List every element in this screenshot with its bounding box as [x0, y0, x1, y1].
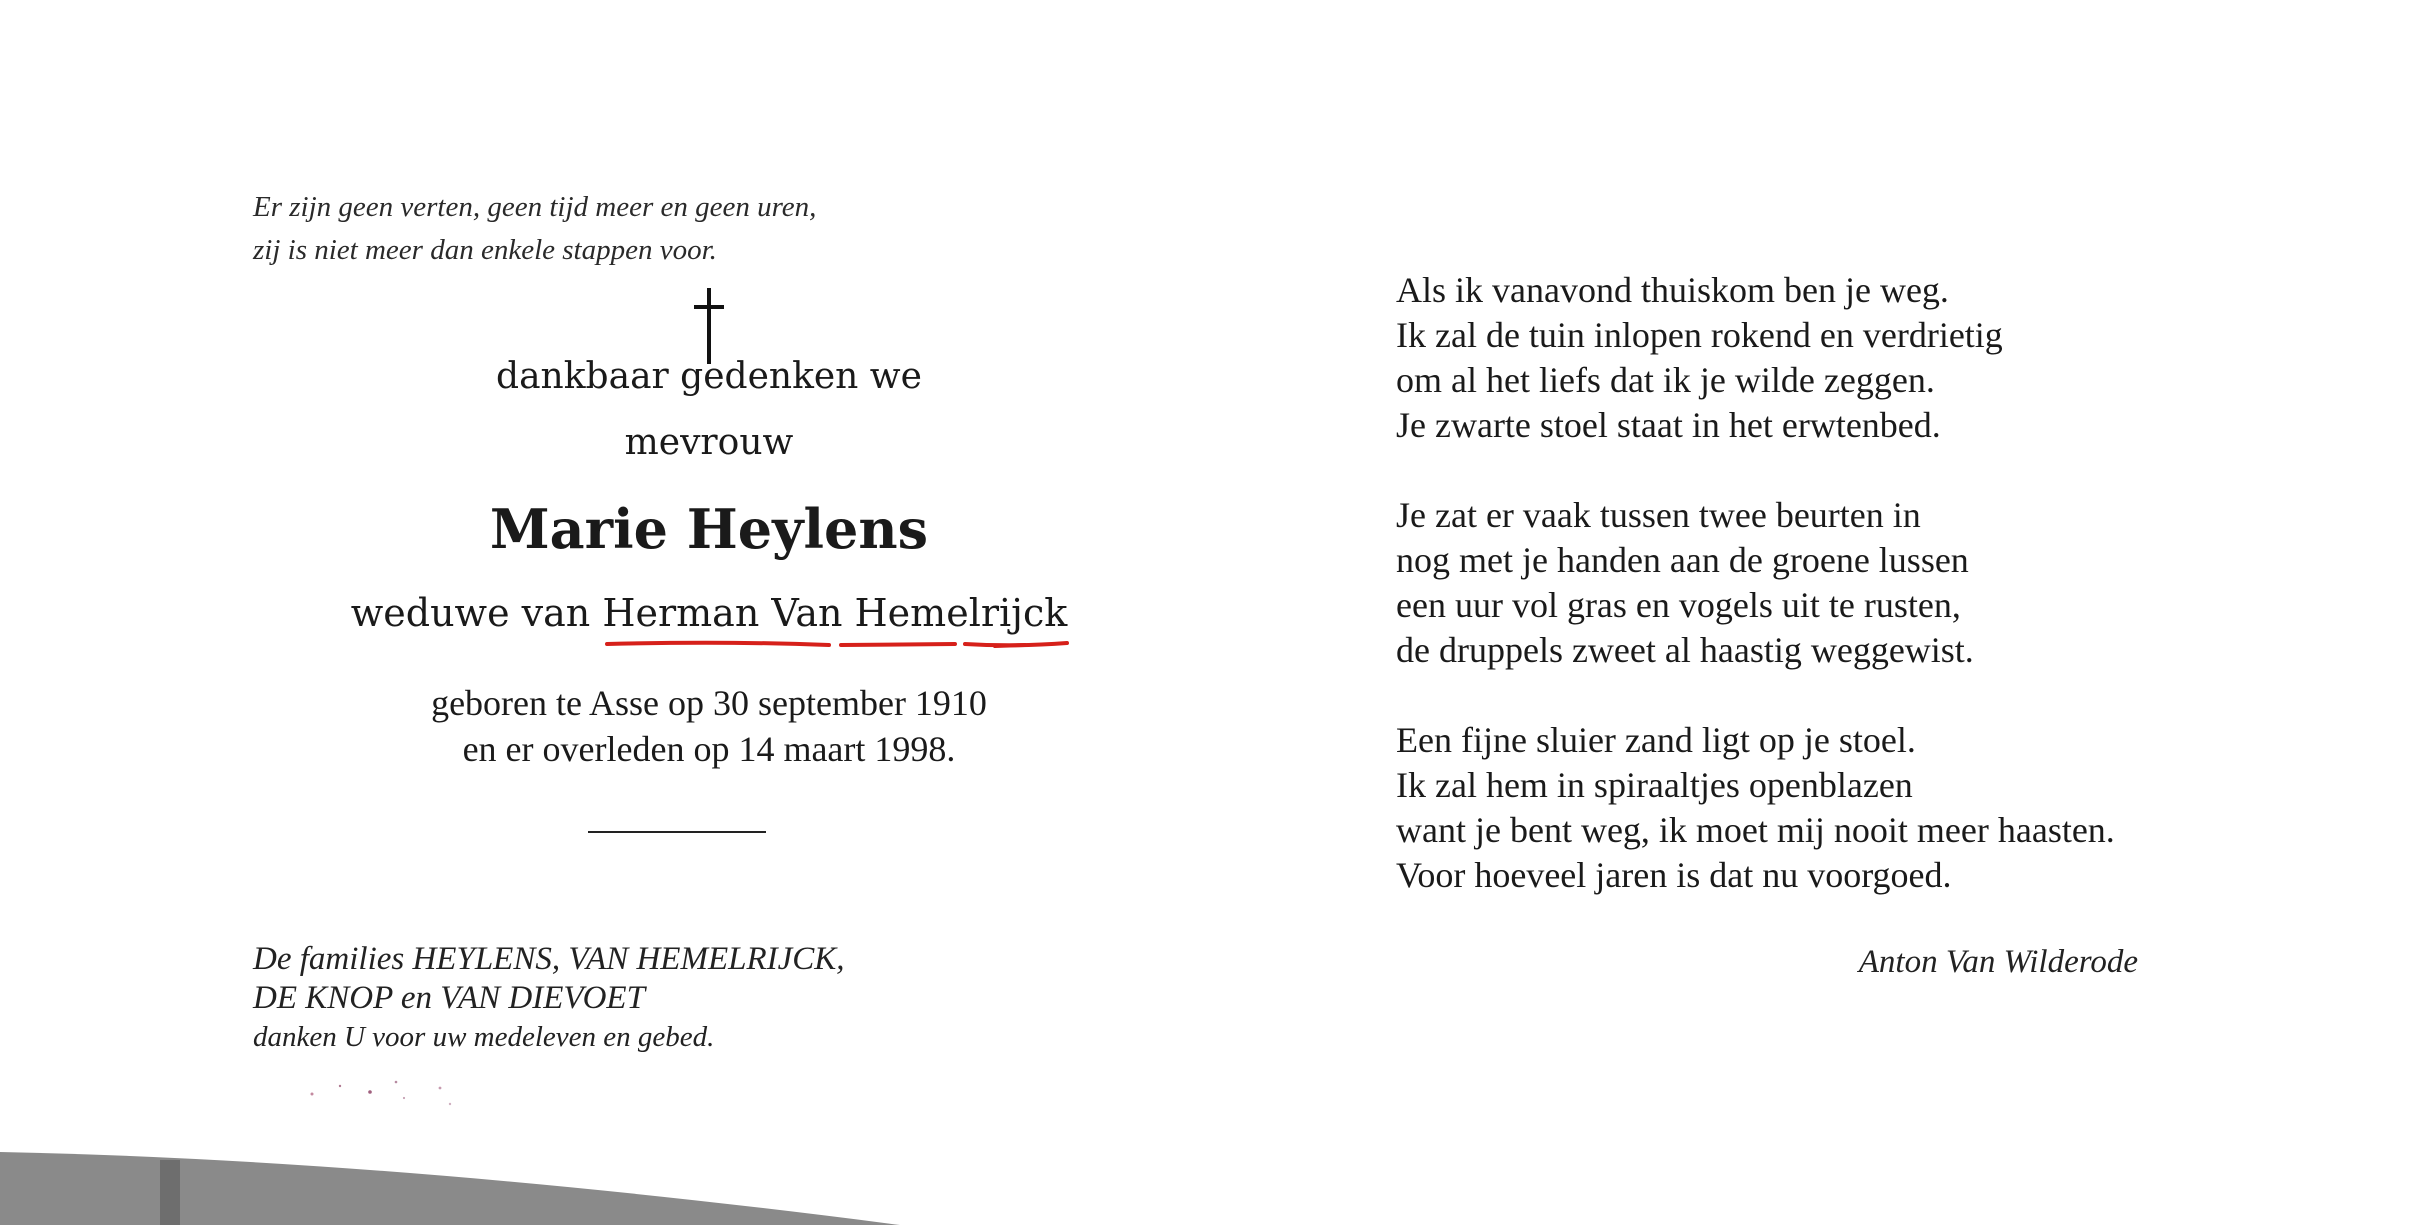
- birth-line: geboren te Asse op 30 september 1910: [431, 683, 987, 723]
- death-line: en er overleden op 14 maart 1998.: [462, 729, 956, 769]
- red-underline-marks: [605, 636, 1070, 654]
- scan-edge: [0, 1140, 2416, 1225]
- life-dates: [300, 680, 1118, 772]
- families-line: De families HEYLENS, VAN HEMELRIJCK,: [253, 941, 845, 977]
- poem-line: Een fijne sluier zand ligt op je stoel.: [1396, 720, 1916, 760]
- widow-line: [300, 587, 1118, 639]
- poem-line: Ik zal hem in spiraaltjes openblazen: [1396, 765, 1913, 805]
- poem-stanza: [1396, 493, 2115, 673]
- divider: [588, 831, 766, 833]
- poem-line: want je bent weg, ik moet mij nooit meer haasten.: [1396, 810, 2115, 850]
- poem-line: de druppels zweet al haastig weggewist.: [1396, 630, 1974, 670]
- poem-line: nog met je handen aan de groene lussen: [1396, 540, 1969, 580]
- deceased-name: Marie Heylens: [489, 497, 929, 561]
- poem-stanza: [1396, 268, 2115, 448]
- epigraph: [253, 186, 816, 272]
- poem-stanza: [1396, 718, 2115, 898]
- poem-line: Je zwarte stoel staat in het erwtenbed.: [1396, 405, 1941, 445]
- poem-line: Als ik vanavond thuiskom ben je weg.: [1396, 270, 1949, 310]
- title-word: mevrouw: [624, 422, 794, 463]
- ink-specks: [300, 1064, 480, 1110]
- families-line: DE KNOP en VAN DIEVOET: [253, 980, 645, 1016]
- intro-line: dankbaar gedenken we: [496, 356, 922, 397]
- poem-line: Je zat er vaak tussen twee beurten in: [1396, 495, 1921, 535]
- families-block: [253, 940, 845, 1057]
- poem-line: om al het liefs dat ik je wilde zeggen.: [1396, 360, 1935, 400]
- spouse-name: Herman Van Hemelrijck: [602, 591, 1068, 635]
- poem: [1396, 268, 2115, 898]
- poem-author: Anton Van Wilderode: [1858, 944, 2138, 980]
- poem-line: Ik zal de tuin inlopen rokend en verdrietig: [1396, 315, 2003, 355]
- poem-line: een uur vol gras en vogels uit te rusten,: [1396, 585, 1961, 625]
- epigraph-line: zij is niet meer dan enkele stappen voor.: [253, 234, 717, 266]
- epigraph-line: Er zijn geen verten, geen tijd meer en geen uren,: [253, 191, 817, 223]
- poem-line: Voor hoeveel jaren is dat nu voorgoed.: [1396, 855, 1952, 895]
- thanks-line: danken U voor uw medeleven en gebed.: [253, 1021, 715, 1053]
- widow-prefix: weduwe van: [350, 591, 591, 635]
